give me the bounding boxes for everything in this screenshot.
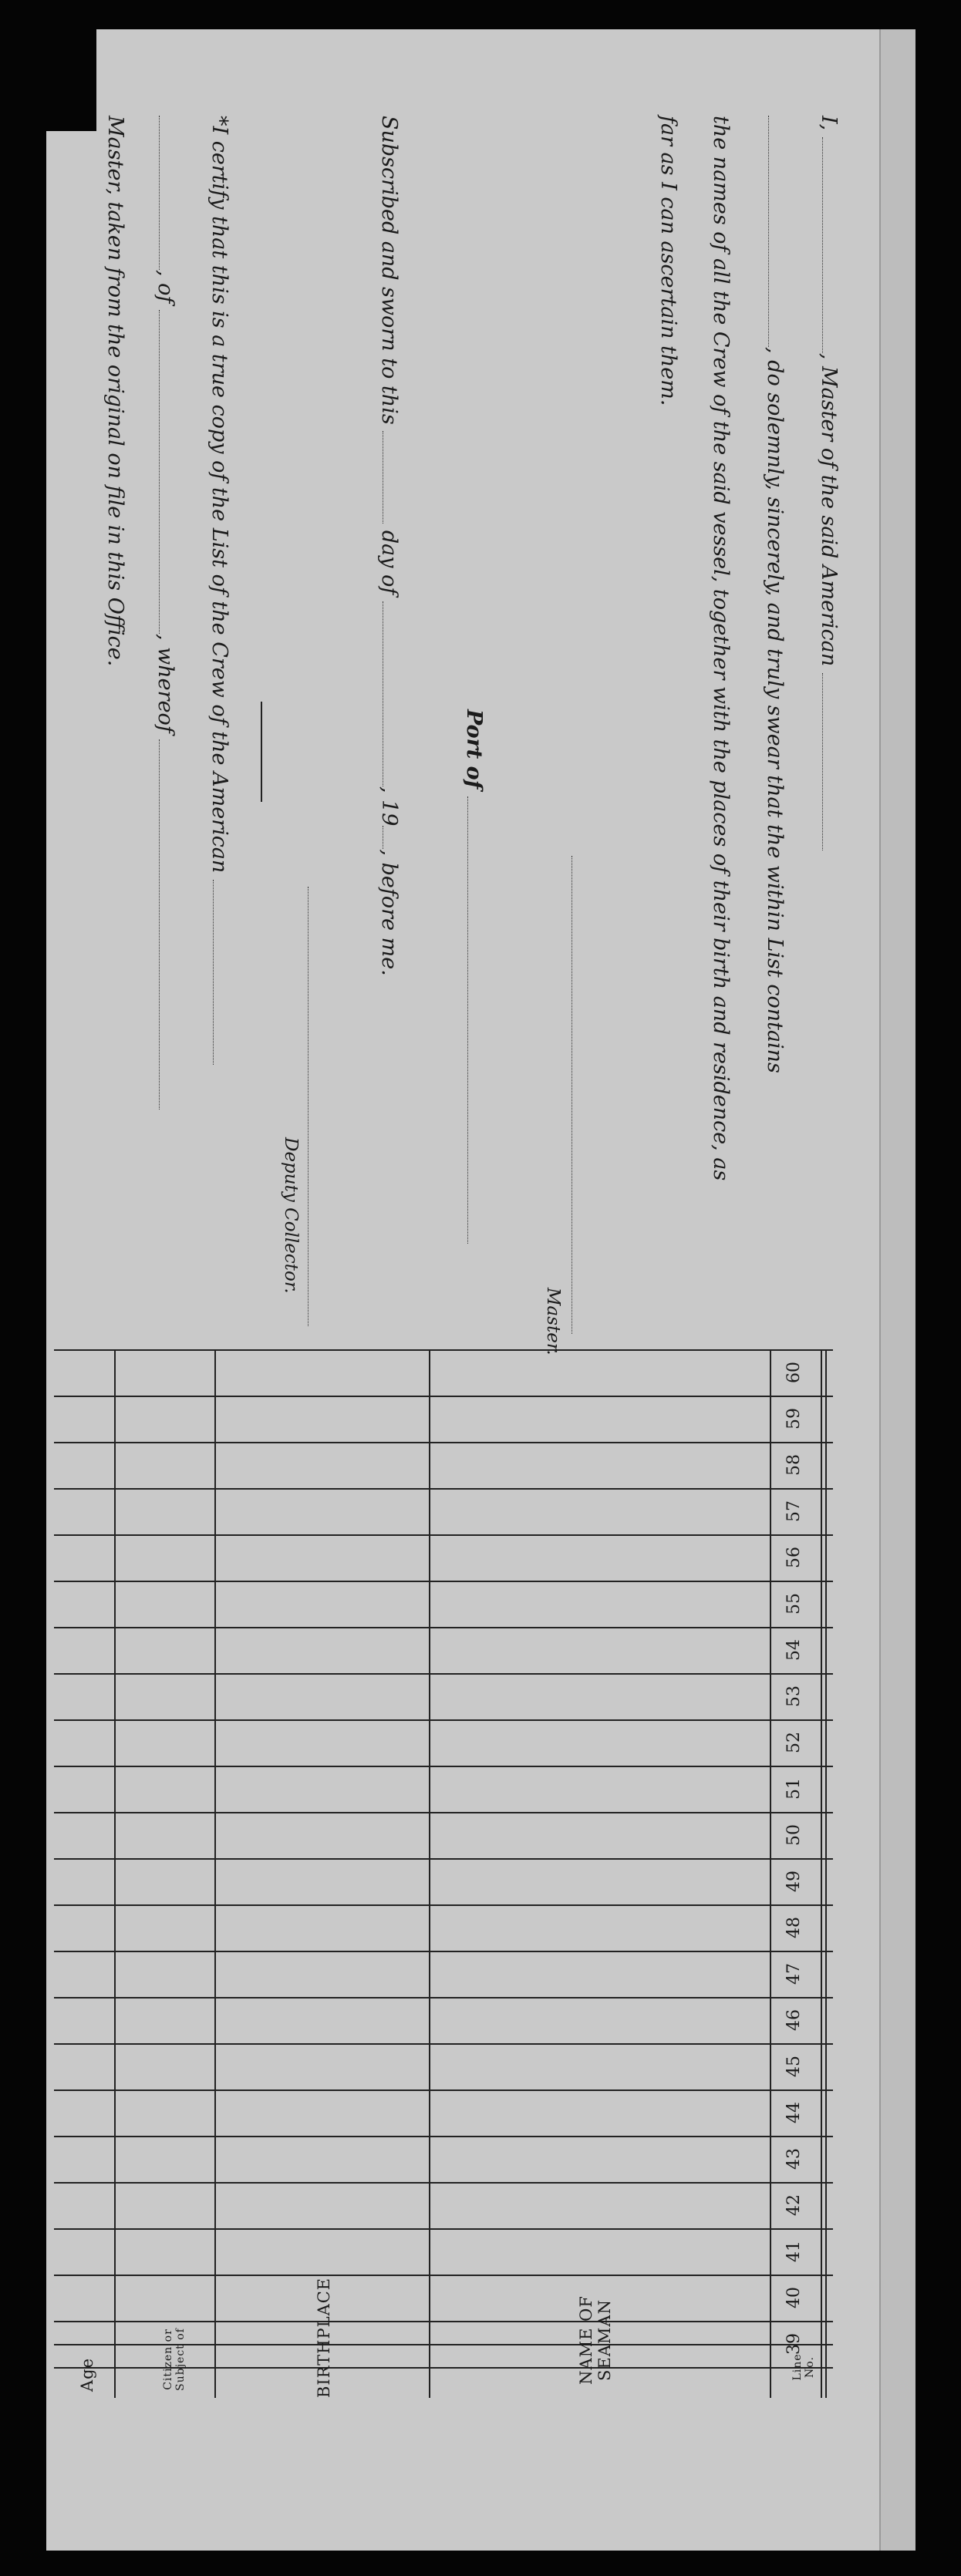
master-label: Master.	[543, 1288, 563, 1355]
line-number-cell: 57	[784, 1500, 804, 1522]
page-edge-strip	[879, 29, 915, 2551]
table-border-right-2	[821, 1349, 822, 2398]
header-citizen-or-subject: Citizen or Subject of	[162, 2328, 187, 2391]
port-label: Port of	[462, 709, 486, 790]
table-row-divider	[54, 2182, 833, 2184]
port-field[interactable]	[467, 796, 484, 1244]
subscribed-line	[377, 116, 401, 976]
oath-line-1	[817, 116, 841, 850]
line-number-cell: 39	[784, 2333, 804, 2355]
line-number-cell: 42	[784, 2194, 804, 2216]
line-number-cell: 40	[784, 2287, 804, 2308]
table-row-divider	[54, 1719, 833, 1721]
table-row-divider	[54, 1581, 833, 1582]
separator-rule	[261, 702, 262, 802]
oath-master-text: , Master of the said American	[817, 352, 841, 667]
table-row-divider	[54, 1488, 833, 1490]
table-row-divider	[54, 1951, 833, 1952]
day-of-text: day of	[377, 530, 401, 595]
col-divider-birthplace	[214, 1349, 216, 2398]
header-birthplace: BIRTHPLACE	[315, 2277, 333, 2398]
col-divider-citizen	[114, 1349, 116, 2398]
oath-line-3: the names of all the Crew of the said vessel, together with the places of their birth and residence, as	[709, 116, 733, 1181]
table-row-divider	[54, 1858, 833, 1860]
year-field[interactable]	[383, 826, 399, 849]
certify-master-field[interactable]	[159, 739, 175, 1110]
table-row-divider	[54, 2136, 833, 2137]
header-name-of-seaman: NAME OF SEAMAN	[577, 2295, 614, 2385]
line-number-cell: 52	[784, 1732, 804, 1753]
table-row-divider	[54, 1904, 833, 1906]
table-row-divider	[54, 1534, 833, 1536]
line-number-cell: 54	[784, 1639, 804, 1661]
before-me-text: , before me.	[377, 849, 401, 976]
table-row-divider	[54, 1396, 833, 1397]
line-number-cell: 59	[784, 1408, 804, 1429]
vessel-type-field[interactable]	[822, 673, 838, 850]
vessel-name-field[interactable]	[768, 116, 784, 347]
table-row-divider	[54, 1673, 833, 1675]
line-number-cell: 49	[784, 1871, 804, 1892]
header-age: Age	[78, 2357, 96, 2392]
line-number-cell: 51	[784, 1778, 804, 1800]
table-row-divider	[54, 1442, 833, 1443]
col-divider-line-no	[770, 1349, 771, 2398]
certify-name-field[interactable]	[159, 116, 175, 270]
certify-line-3: Master, taken from the original on file in this Office.	[103, 116, 127, 667]
oath-line-2	[763, 116, 787, 1073]
oath-swear-text: , do solemnly, sincerely, and truly swear that the within List contains	[763, 347, 787, 1073]
year-prefix-text: , 19	[377, 786, 401, 827]
line-number-cell: 48	[784, 1917, 804, 1938]
table-row-divider	[54, 1627, 833, 1628]
deputy-signature-line[interactable]	[308, 887, 309, 1326]
oath-section	[54, 116, 856, 1426]
table-row-divider	[54, 2089, 833, 2091]
subscribed-text: Subscribed and sworn to this	[377, 116, 401, 425]
certify-vessel-field[interactable]	[213, 880, 229, 1065]
table-row-divider	[54, 2043, 833, 2045]
table-row-divider	[54, 1997, 833, 1999]
line-number-cell: 53	[784, 1685, 804, 1707]
line-number-cell: 41	[784, 2241, 804, 2262]
line-number-cell: 50	[784, 1824, 804, 1846]
table-row-divider	[54, 2275, 833, 2276]
table-row-divider	[54, 2228, 833, 2230]
col-divider-name	[429, 1349, 430, 2398]
line-number-cell: 47	[784, 1963, 804, 1985]
month-field[interactable]	[383, 601, 399, 786]
table-row-divider	[54, 1812, 833, 1813]
table-row-divider	[54, 1766, 833, 1767]
certify-whereof-text: , whereof	[153, 634, 177, 733]
table-border-right	[825, 1349, 827, 2398]
line-number-cell: 60	[784, 1362, 804, 1383]
certify-line	[207, 116, 231, 1065]
oath-i-label: I,	[817, 116, 841, 131]
crew-table	[54, 1349, 833, 2398]
certify-of-text: , of	[153, 270, 177, 304]
certify-line-2	[153, 116, 177, 1110]
line-number-cell: 43	[784, 2148, 804, 2170]
deputy-collector-label: Deputy Collector.	[281, 1137, 301, 1294]
line-number-cell: 44	[784, 2102, 804, 2123]
certify-text: *I certify that this is a true copy of the List of the Crew of the American	[207, 116, 231, 874]
day-field[interactable]	[383, 431, 399, 524]
line-number-cell: 58	[784, 1454, 804, 1476]
line-number-cell: 45	[784, 2056, 804, 2077]
certify-place-field[interactable]	[159, 310, 175, 634]
oath-line-4: far as I can ascertain them.	[656, 116, 680, 406]
table-row-divider	[54, 1349, 833, 1351]
line-number-cell: 56	[784, 1547, 804, 1568]
port-line	[462, 709, 486, 1244]
line-number-cell: 55	[784, 1593, 804, 1615]
line-number-cell: 46	[784, 2009, 804, 2031]
master-name-field[interactable]	[822, 137, 838, 353]
header-line-no: Line No.	[791, 2353, 816, 2381]
